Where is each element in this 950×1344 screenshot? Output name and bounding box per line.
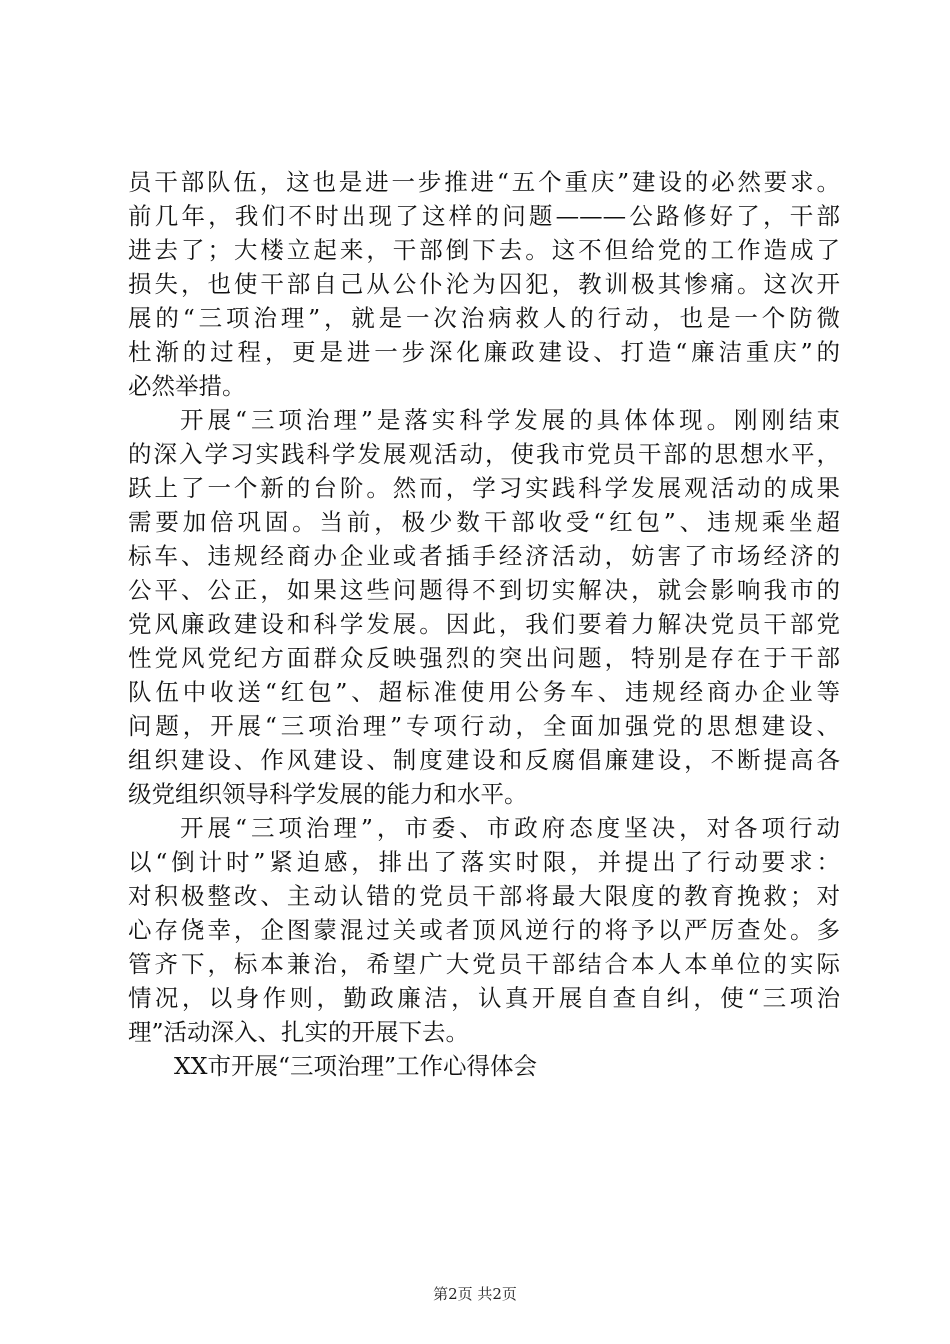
text-line: 进去了；大楼立起来，干部倒下去。这不但给党的工作造成了 xyxy=(128,236,840,264)
text-line: 标车、违规经商办企业或者插手经济活动，妨害了市场经济的 xyxy=(128,542,840,570)
text-line: 对积极整改、主动认错的党员干部将最大限度的教育挽救；对 xyxy=(128,882,840,910)
text-line: 理”活动深入、扎实的开展下去。 xyxy=(128,1018,470,1046)
text-line: 队伍中收送“红包”、超标准使用公务车、违规经商办企业等 xyxy=(128,678,840,706)
text-line: 展的“三项治理”，就是一次治病救人的行动，也是一个防微 xyxy=(128,304,840,332)
document-title-line: XX市开展“三项治理”工作心得体会 xyxy=(174,1052,537,1080)
text-line: 公平、公正，如果这些问题得不到切实解决，就会影响我市的 xyxy=(128,576,840,604)
text-line: 需要加倍巩固。当前，极少数干部收受“红包”、违规乘坐超 xyxy=(128,508,840,536)
text-line: 损失，也使干部自己从公仆沦为囚犯，教训极其惨痛。这次开 xyxy=(128,270,840,298)
text-line: 心存侥幸，企图蒙混过关或者顶风逆行的将予以严厉查处。多 xyxy=(128,916,840,944)
text-line: 级党组织领导科学发展的能力和水平。 xyxy=(128,780,528,808)
text-line: 以“倒计时”紧迫感，排出了落实时限，并提出了行动要求： xyxy=(128,848,840,876)
text-line: 情况，以身作则，勤政廉洁，认真开展自查自纠，使“三项治 xyxy=(128,984,840,1012)
text-line: 性党风党纪方面群众反映强烈的突出问题，特别是存在于干部 xyxy=(128,644,840,672)
text-line: 问题，开展“三项治理”专项行动，全面加强党的思想建设、 xyxy=(128,712,840,740)
document-body xyxy=(128,165,840,1083)
text-line: 开展“三项治理”是落实科学发展的具体体现。刚刚结束 xyxy=(180,406,840,434)
text-line: 党风廉政建设和科学发展。因此，我们要着力解决党员干部党 xyxy=(128,610,840,638)
text-line: 跃上了一个新的台阶。然而，学习实践科学发展观活动的成果 xyxy=(128,474,840,502)
text-line: 员干部队伍，这也是进一步推进“五个重庆”建设的必然要求。 xyxy=(128,168,840,196)
page-number-footer: 第2页 共2页 xyxy=(433,1285,517,1303)
text-line: 的深入学习实践科学发展观活动，使我市党员干部的思想水平， xyxy=(128,440,840,468)
text-line: 管齐下，标本兼治，希望广大党员干部结合本人本单位的实际 xyxy=(128,950,840,978)
text-line: 组织建设、作风建设、制度建设和反腐倡廉建设，不断提高各 xyxy=(128,746,840,774)
text-line: 前几年，我们不时出现了这样的问题———公路修好了，干部 xyxy=(128,202,840,230)
text-line: 开展“三项治理”，市委、市政府态度坚决，对各项行动 xyxy=(180,814,840,842)
text-line: 杜渐的过程，更是进一步深化廉政建设、打造“廉洁重庆”的 xyxy=(128,338,840,366)
text-line: 必然举措。 xyxy=(128,372,246,400)
